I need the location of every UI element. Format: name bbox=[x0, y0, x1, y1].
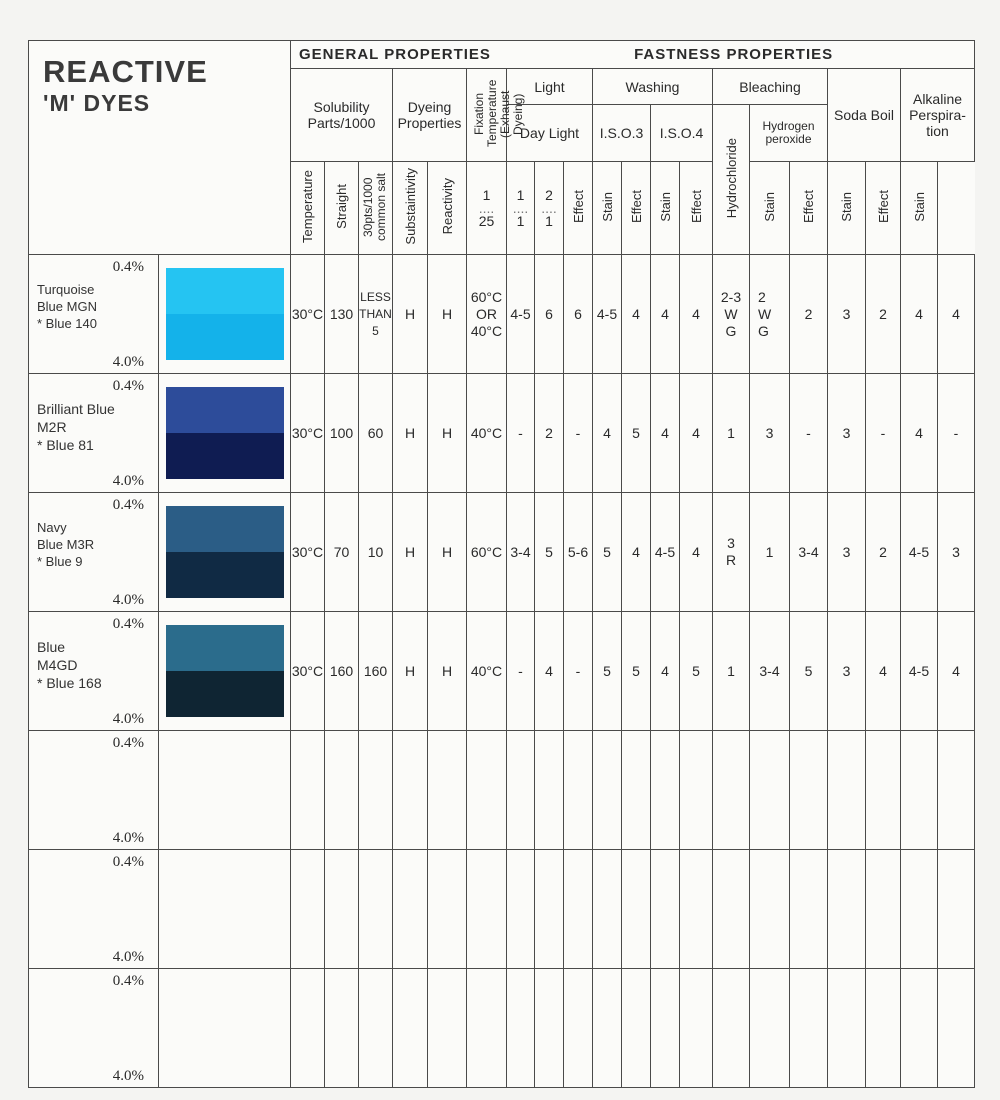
table-row bbox=[29, 374, 975, 493]
concentration-high: 4.0% bbox=[112, 711, 144, 727]
alkaline-effect-value: 4 bbox=[901, 374, 938, 493]
iso3-stain-value: 4 bbox=[622, 493, 651, 612]
soda-effect-value: 3 bbox=[828, 612, 866, 731]
iso3-stain-value: 5 bbox=[622, 374, 651, 493]
peroxide-effect-value: 2 W G bbox=[750, 255, 790, 374]
hydrochloride-value: 3 R bbox=[713, 493, 750, 612]
dye-name-line: Turquoise bbox=[37, 282, 95, 297]
salt-header bbox=[359, 162, 393, 255]
soda-effect-value: 3 bbox=[828, 255, 866, 374]
empty-cell bbox=[680, 969, 713, 1088]
soda-stain-value: 2 bbox=[866, 255, 901, 374]
iso4-stain-value: 4 bbox=[680, 374, 713, 493]
straight-header bbox=[325, 162, 359, 255]
washing-header: Washing bbox=[593, 69, 713, 105]
dye-name bbox=[37, 400, 115, 454]
empty-cell bbox=[507, 969, 535, 1088]
soda-effect-value: 3 bbox=[828, 374, 866, 493]
empty-cell bbox=[359, 731, 393, 850]
hydrochloride-label: Hydrochloride bbox=[723, 137, 739, 219]
swatch-light-shade bbox=[166, 625, 284, 671]
iso4-header: I.S.O.4 bbox=[651, 105, 713, 162]
light3-value: 5-6 bbox=[564, 493, 593, 612]
peroxide-effect-header bbox=[680, 162, 713, 255]
dye-name bbox=[37, 638, 102, 692]
empty-cell bbox=[828, 969, 866, 1088]
light2-value: 6 bbox=[535, 255, 564, 374]
color-swatch bbox=[166, 268, 284, 360]
peroxide-stain-value: 3-4 bbox=[790, 493, 828, 612]
swatch-dark-shade bbox=[166, 314, 284, 360]
temperature-header bbox=[291, 162, 325, 255]
iso3-effect-value: 5 bbox=[593, 493, 622, 612]
ratio-2-top: 1 bbox=[516, 187, 525, 203]
dye-name-cell bbox=[29, 612, 159, 731]
empty-cell bbox=[866, 850, 901, 969]
empty-cell bbox=[713, 850, 750, 969]
soda-stain-value: 2 bbox=[866, 493, 901, 612]
empty-cell bbox=[713, 969, 750, 1088]
empty-cell bbox=[901, 850, 938, 969]
straight-value: 70 bbox=[325, 493, 359, 612]
swatch-dark-shade bbox=[166, 671, 284, 717]
swatch-dark-shade bbox=[166, 552, 284, 598]
empty-cell bbox=[938, 969, 975, 1088]
empty-cell bbox=[535, 850, 564, 969]
light1-value: - bbox=[507, 612, 535, 731]
table-row bbox=[29, 493, 975, 612]
empty-cell bbox=[507, 850, 535, 969]
empty-cell bbox=[393, 969, 428, 1088]
dye-name-line: * Blue 81 bbox=[37, 437, 94, 453]
empty-cell bbox=[428, 731, 467, 850]
light-ratio-1 bbox=[467, 162, 507, 255]
concentration-high: 4.0% bbox=[112, 592, 144, 608]
solubility-header: Solubility Parts/1000 bbox=[291, 69, 393, 162]
alkaline-stain-value: 4 bbox=[938, 612, 975, 731]
alkaline-stain-header bbox=[901, 162, 938, 255]
iso4-effect-header bbox=[622, 162, 651, 255]
ratio-1-bottom: 25 bbox=[478, 213, 495, 229]
dye-name-line: M4GD bbox=[37, 657, 78, 673]
iso4-stain-value: 5 bbox=[680, 612, 713, 731]
light1-value: - bbox=[507, 374, 535, 493]
empty-row bbox=[29, 969, 975, 1088]
dye-name-line: Blue bbox=[37, 639, 66, 655]
empty-cell bbox=[325, 731, 359, 850]
straight-value: 130 bbox=[325, 255, 359, 374]
salt-value: 60 bbox=[359, 374, 393, 493]
concentration-low: 0.4% bbox=[112, 854, 144, 870]
alkaline-effect-value: 4 bbox=[901, 255, 938, 374]
react-value: H bbox=[428, 255, 467, 374]
ratio-3-top: 2 bbox=[545, 187, 553, 203]
light-ratio-2 bbox=[507, 162, 535, 255]
empty-cell bbox=[622, 969, 651, 1088]
swatch-cell bbox=[159, 969, 291, 1088]
iso4-stain-value: 4 bbox=[680, 493, 713, 612]
empty-cell bbox=[428, 850, 467, 969]
concentration-high: 4.0% bbox=[112, 354, 144, 370]
empty-cell bbox=[467, 731, 507, 850]
empty-cell bbox=[901, 969, 938, 1088]
concentration-high: 4.0% bbox=[112, 949, 144, 965]
substantivity-header bbox=[393, 162, 428, 255]
soda-stain-value: 4 bbox=[866, 612, 901, 731]
empty-cell bbox=[790, 969, 828, 1088]
dye-name-line: Blue M3R bbox=[37, 537, 95, 552]
concentration-low: 0.4% bbox=[112, 616, 144, 632]
dye-name-line: * Blue 9 bbox=[37, 554, 83, 569]
swatch-dark-shade bbox=[166, 433, 284, 479]
alkaline-effect-value: 4-5 bbox=[901, 493, 938, 612]
empty-cell bbox=[651, 850, 680, 969]
ratio-dots: .... bbox=[478, 200, 495, 216]
dye-name-line: Brilliant Blue bbox=[37, 401, 115, 417]
light3-value: - bbox=[564, 374, 593, 493]
dye-name-cell bbox=[29, 850, 159, 969]
ratio-2-bottom: 1 bbox=[516, 213, 525, 229]
empty-cell bbox=[467, 850, 507, 969]
concentration-low: 0.4% bbox=[112, 735, 144, 751]
day-light-header: Day Light bbox=[507, 105, 593, 162]
salt-value: 160 bbox=[359, 612, 393, 731]
empty-cell bbox=[866, 731, 901, 850]
empty-cell bbox=[467, 969, 507, 1088]
effect-label: Effect bbox=[875, 189, 891, 223]
soda-stain-header bbox=[828, 162, 866, 255]
peroxide-stain-value: - bbox=[790, 374, 828, 493]
iso3-effect-value: 4-5 bbox=[593, 255, 622, 374]
salt-value: 10 bbox=[359, 493, 393, 612]
empty-cell bbox=[535, 731, 564, 850]
effect-label: Effect bbox=[570, 189, 586, 223]
brand-title: REACTIVE bbox=[43, 54, 208, 89]
iso4-stain-value: 4 bbox=[680, 255, 713, 374]
empty-cell bbox=[393, 731, 428, 850]
iso3-header: I.S.O.3 bbox=[593, 105, 651, 162]
empty-cell bbox=[901, 731, 938, 850]
empty-row bbox=[29, 850, 975, 969]
subst-value: H bbox=[393, 255, 428, 374]
effect-label: Effect bbox=[628, 189, 644, 223]
dye-name-line: Blue MGN bbox=[37, 299, 97, 314]
empty-cell bbox=[291, 850, 325, 969]
soda-effect-value: 3 bbox=[828, 493, 866, 612]
straight-value: 160 bbox=[325, 612, 359, 731]
hydrochloride-header bbox=[713, 105, 750, 255]
fix-value: 40°C bbox=[467, 612, 507, 731]
dye-rows bbox=[29, 255, 975, 1088]
subst-value: H bbox=[393, 612, 428, 731]
color-swatch bbox=[166, 506, 284, 598]
soda-effect-header bbox=[790, 162, 828, 255]
salt-label: 30pts/1000 common salt bbox=[360, 172, 388, 241]
light2-value: 2 bbox=[535, 374, 564, 493]
empty-cell bbox=[938, 731, 975, 850]
dye-name-line: Navy bbox=[37, 520, 67, 535]
empty-cell bbox=[593, 969, 622, 1088]
concentration-low: 0.4% bbox=[112, 973, 144, 989]
temp-value: 30°C bbox=[291, 612, 325, 731]
swatch-light-shade bbox=[166, 387, 284, 433]
empty-cell bbox=[359, 969, 393, 1088]
stain-label: Stain bbox=[599, 191, 615, 222]
reactive-dyes-table bbox=[28, 40, 975, 1088]
empty-cell bbox=[507, 731, 535, 850]
substantivity-label: Substaintivity bbox=[402, 168, 418, 245]
concentration-high: 4.0% bbox=[112, 830, 144, 846]
dye-name-cell bbox=[29, 255, 159, 374]
empty-cell bbox=[828, 850, 866, 969]
iso4-stain-header bbox=[651, 162, 680, 255]
iso4-effect-value: 4 bbox=[651, 374, 680, 493]
swatch-light-shade bbox=[166, 506, 284, 552]
empty-cell bbox=[593, 850, 622, 969]
iso4-effect-value: 4 bbox=[651, 255, 680, 374]
empty-cell bbox=[938, 850, 975, 969]
iso3-stain-value: 5 bbox=[622, 612, 651, 731]
empty-cell bbox=[680, 850, 713, 969]
light2-value: 5 bbox=[535, 493, 564, 612]
reactivity-header bbox=[428, 162, 467, 255]
ratio-dots: .... bbox=[541, 200, 557, 216]
iso3-effect-value: 4 bbox=[593, 374, 622, 493]
empty-cell bbox=[291, 731, 325, 850]
empty-cell bbox=[750, 850, 790, 969]
swatch-cell bbox=[159, 255, 291, 374]
peroxide-effect-value: 1 bbox=[750, 493, 790, 612]
table-row bbox=[29, 255, 975, 374]
reactivity-label: Reactivity bbox=[439, 178, 455, 235]
soda-stain-value: - bbox=[866, 374, 901, 493]
alkaline-effect-header bbox=[866, 162, 901, 255]
empty-cell bbox=[651, 731, 680, 850]
empty-cell bbox=[593, 731, 622, 850]
concentration-high: 4.0% bbox=[112, 1068, 144, 1084]
dye-name bbox=[37, 519, 94, 570]
empty-cell bbox=[828, 731, 866, 850]
color-swatch bbox=[166, 387, 284, 479]
effect-label: Effect bbox=[801, 189, 816, 223]
light3-value: - bbox=[564, 612, 593, 731]
iso3-effect-header bbox=[564, 162, 593, 255]
iso3-stain-value: 4 bbox=[622, 255, 651, 374]
empty-cell bbox=[291, 969, 325, 1088]
temperature-label: Temperature bbox=[300, 170, 315, 243]
hydrochloride-value: 2-3 W G bbox=[713, 255, 750, 374]
peroxide-stain-value: 2 bbox=[790, 255, 828, 374]
bleaching-header: Bleaching bbox=[713, 69, 828, 105]
empty-cell bbox=[750, 731, 790, 850]
empty-row bbox=[29, 731, 975, 850]
table-row bbox=[29, 612, 975, 731]
subst-value: H bbox=[393, 374, 428, 493]
effect-label: Effect bbox=[688, 189, 704, 223]
iso4-effect-value: 4 bbox=[651, 612, 680, 731]
empty-cell bbox=[428, 969, 467, 1088]
stain-label: Stain bbox=[657, 191, 673, 222]
swatch-cell bbox=[159, 612, 291, 731]
concentration-low: 0.4% bbox=[112, 378, 144, 394]
subst-value: H bbox=[393, 493, 428, 612]
light1-value: 4-5 bbox=[507, 255, 535, 374]
react-value: H bbox=[428, 374, 467, 493]
straight-label: Straight bbox=[334, 184, 349, 229]
soda-boil-header: Soda Boil bbox=[828, 69, 901, 162]
temp-value: 30°C bbox=[291, 374, 325, 493]
iso4-effect-value: 4-5 bbox=[651, 493, 680, 612]
group-header-row bbox=[291, 41, 975, 69]
iso3-effect-value: 5 bbox=[593, 612, 622, 731]
dyeing-properties-header: Dyeing Properties bbox=[393, 69, 467, 162]
alkaline-effect-value: 4-5 bbox=[901, 612, 938, 731]
color-swatch bbox=[166, 625, 284, 717]
empty-cell bbox=[393, 850, 428, 969]
fix-value: 60°C OR 40°C bbox=[467, 255, 507, 374]
peroxide-effect-value: 3-4 bbox=[750, 612, 790, 731]
dye-name-cell bbox=[29, 493, 159, 612]
stain-label: Stain bbox=[911, 191, 927, 222]
light3-value: 6 bbox=[564, 255, 593, 374]
empty-cell bbox=[535, 969, 564, 1088]
general-properties-header: GENERAL PROPERTIES bbox=[299, 46, 491, 63]
hydrogen-peroxide-header: Hydrogen peroxide bbox=[750, 105, 828, 162]
dye-name-cell bbox=[29, 731, 159, 850]
iso3-stain-header bbox=[593, 162, 622, 255]
alkaline-perspiration-header: Alkaline Perspira- tion bbox=[901, 69, 975, 162]
swatch-cell bbox=[159, 731, 291, 850]
swatch-cell bbox=[159, 374, 291, 493]
empty-cell bbox=[564, 850, 593, 969]
empty-cell bbox=[750, 969, 790, 1088]
empty-cell bbox=[790, 850, 828, 969]
empty-cell bbox=[713, 731, 750, 850]
empty-cell bbox=[325, 850, 359, 969]
concentration-high: 4.0% bbox=[112, 473, 144, 489]
swatch-cell bbox=[159, 850, 291, 969]
empty-cell bbox=[325, 969, 359, 1088]
hydrochloride-value: 1 bbox=[713, 374, 750, 493]
fix-value: 40°C bbox=[467, 374, 507, 493]
swatch-light-shade bbox=[166, 268, 284, 314]
temp-value: 30°C bbox=[291, 493, 325, 612]
empty-cell bbox=[790, 731, 828, 850]
empty-cell bbox=[866, 969, 901, 1088]
salt-value: LESS THAN 5 bbox=[359, 255, 393, 374]
fastness-properties-header: FASTNESS PROPERTIES bbox=[634, 46, 834, 63]
brand-block bbox=[29, 41, 291, 255]
light-ratio-3 bbox=[535, 162, 564, 255]
alkaline-stain-value: - bbox=[938, 374, 975, 493]
light-header: Light bbox=[507, 69, 593, 105]
fix-value: 60°C bbox=[467, 493, 507, 612]
react-value: H bbox=[428, 493, 467, 612]
dye-name bbox=[37, 281, 97, 332]
ratio-dots: .... bbox=[512, 200, 529, 216]
concentration-low: 0.4% bbox=[112, 259, 144, 275]
stain-label: Stain bbox=[762, 191, 777, 222]
light2-value: 4 bbox=[535, 612, 564, 731]
light1-value: 3-4 bbox=[507, 493, 535, 612]
dye-name-line: * Blue 140 bbox=[37, 316, 97, 331]
empty-cell bbox=[564, 969, 593, 1088]
brand-subtitle: 'M' DYES bbox=[43, 90, 151, 116]
empty-cell bbox=[680, 731, 713, 850]
react-value: H bbox=[428, 612, 467, 731]
fixation-temperature-label: Fixation Temperature (Exhaust Dyeing) bbox=[471, 79, 525, 147]
empty-cell bbox=[622, 850, 651, 969]
fixation-temperature-header bbox=[467, 69, 525, 162]
peroxide-stain-value: 5 bbox=[790, 612, 828, 731]
straight-value: 100 bbox=[325, 374, 359, 493]
stain-label: Stain bbox=[839, 191, 854, 222]
swatch-cell bbox=[159, 493, 291, 612]
dye-name-line: * Blue 168 bbox=[37, 675, 102, 691]
peroxide-stain-header bbox=[750, 162, 790, 255]
ratio-3-bottom: 1 bbox=[545, 213, 553, 229]
dye-name-line: M2R bbox=[37, 419, 67, 435]
empty-cell bbox=[359, 850, 393, 969]
hydrochloride-value: 1 bbox=[713, 612, 750, 731]
ratio-1-top: 1 bbox=[482, 187, 491, 203]
temp-value: 30°C bbox=[291, 255, 325, 374]
concentration-low: 0.4% bbox=[112, 497, 144, 513]
alkaline-stain-value: 3 bbox=[938, 493, 975, 612]
dye-name-cell bbox=[29, 969, 159, 1088]
alkaline-stain-value: 4 bbox=[938, 255, 975, 374]
empty-cell bbox=[622, 731, 651, 850]
empty-cell bbox=[564, 731, 593, 850]
empty-cell bbox=[651, 969, 680, 1088]
peroxide-effect-value: 3 bbox=[750, 374, 790, 493]
dye-name-cell bbox=[29, 374, 159, 493]
